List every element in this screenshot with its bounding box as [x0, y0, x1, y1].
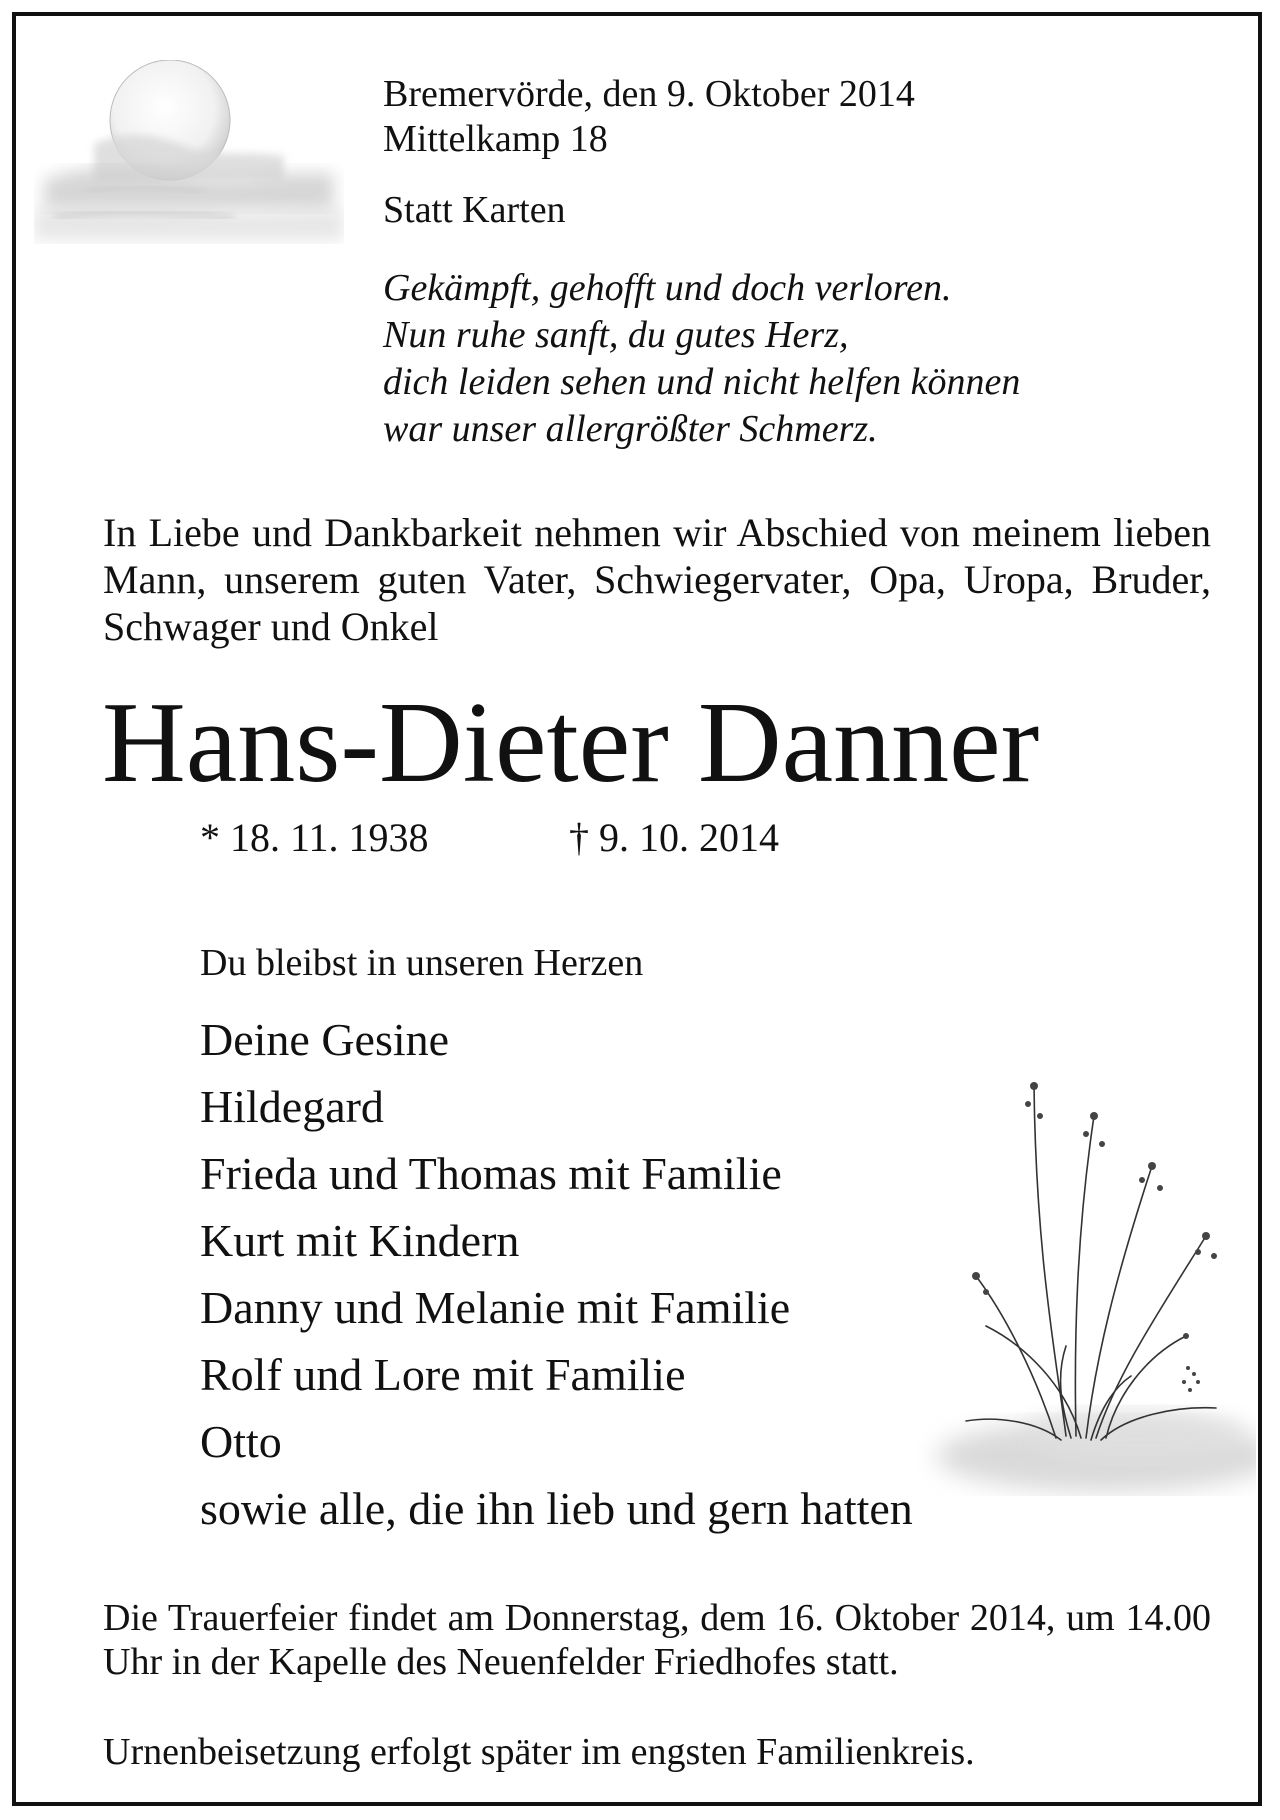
- header-block: [383, 72, 915, 162]
- intro-paragraph: In Liebe und Dankbarkeit nehmen wir Abschied von meinem lieben Mann, unserem guten Vater, Schwiegervater, Opa, Uropa, Bruder, Schwager und Onkel: [103, 510, 1211, 649]
- urn-burial-note: Urnenbeisetzung erfolgt später im engsten Familienkreis.: [103, 1731, 975, 1773]
- verse-line: dich leiden sehen und nicht helfen können: [383, 361, 1021, 403]
- statt-karten-note: Statt Karten: [383, 189, 566, 231]
- death-date: † 9. 10. 2014: [569, 815, 779, 860]
- deceased-name: Hans-Dieter Danner: [102, 679, 1040, 807]
- mourners-list: [200, 1006, 913, 1542]
- verse-line: Nun ruhe sanft, du gutes Herz,: [383, 314, 849, 356]
- mourner-name: Deine Gesine: [200, 1014, 450, 1065]
- mourner-name: Kurt mit Kindern: [200, 1215, 520, 1266]
- verse: [383, 265, 1020, 453]
- mourner-name: sowie alle, die ihn lieb und gern hatten: [200, 1483, 913, 1534]
- mourners-subtitle: Du bleibst in unseren Herzen: [200, 942, 644, 984]
- mourner-name: Rolf und Lore mit Familie: [200, 1349, 686, 1400]
- mourner-name: Otto: [200, 1416, 282, 1467]
- mourner-name: Hildegard: [200, 1081, 384, 1132]
- funeral-paragraph: Die Trauerfeier findet am Donnerstag, dem 16. Oktober 2014, um 14.00 Uhr in der Kapelle des Neuenfelder Friedhofes statt.: [103, 1597, 1211, 1683]
- mourner-name: Danny und Melanie mit Familie: [200, 1282, 791, 1333]
- verse-line: war unser allergrößter Schmerz.: [383, 408, 878, 450]
- place-date: Bremervörde, den 9. Oktober 2014: [383, 73, 915, 115]
- grass-illustration-icon: [916, 1056, 1256, 1496]
- birth-date: * 18. 11. 1938: [200, 815, 429, 860]
- address: Mittelkamp 18: [383, 118, 608, 160]
- verse-line: Gekämpft, gehofft und doch verloren.: [383, 267, 952, 309]
- mourner-name: Frieda und Thomas mit Familie: [200, 1148, 782, 1199]
- moon-landscape-illustration-icon: [34, 60, 344, 250]
- obituary-frame: [12, 12, 1262, 1806]
